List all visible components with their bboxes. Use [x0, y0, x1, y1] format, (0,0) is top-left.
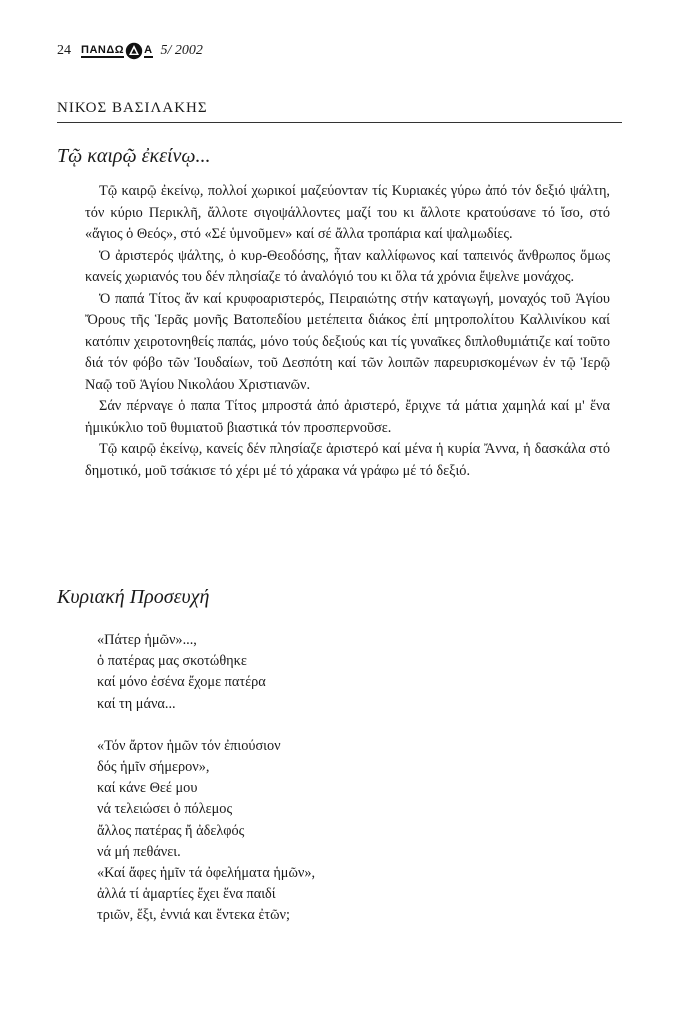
poem — [97, 630, 315, 927]
page-number: 24 — [57, 43, 71, 58]
poem-line: νά μή πεθάνει. — [97, 843, 181, 860]
journal-logo — [81, 42, 153, 60]
journal-name: ΠΑΝΔΩ — [81, 44, 125, 56]
poem-line: «Πάτερ ἡμῶν»..., — [97, 632, 197, 648]
author-name: ΝΙΚΟΣ ΒΑΣΙΛΑΚΗΣ — [57, 100, 208, 116]
paragraph: Ὁ ἀριστερός ψάλτης, ὁ κυρ-Θεοδόσης, ἦταν καλλίφωνος καί ταπεινός ἄνθρωπος ὅμως κανείς χωριανός του δέν πλησίαζε τό ἀναλόγιό του κι ὅλα τά χρόνια ἔψελνε μονάχος. — [85, 247, 610, 285]
section-title-1: Τῷ καιρῷ ἐκείνῳ... — [57, 145, 211, 167]
section-1-prose — [85, 181, 610, 482]
paragraph: Τῷ καιρῷ ἐκείνῳ, κανείς δέν πλησίαζε ἀριστερό καί μένα ἡ κυρία Ἄννα, ἡ δασκάλα στό δημοτικό, μοῦ τσάκισε τό χέρι μέ τό χάρακα νά γράφω μέ τό δεξιό. — [85, 441, 610, 479]
poem-line: «Καί ἄφες ἡμῖν τά ὀφελήματα ἡμῶν», — [97, 865, 316, 882]
poem-line: τριῶν, ἕξι, ἐννιά και ἕντεκα ἐτῶν; — [97, 907, 290, 924]
section-title-2: Κυριακή Προσευχή — [57, 586, 210, 608]
poem-line: ὁ πατέρας μας σκοτώθηκε — [97, 653, 247, 670]
poem-line: «Τόν ἄρτον ἡμῶν τόν ἐπιούσιον — [97, 737, 281, 754]
poem-stanza-2 — [97, 736, 315, 927]
journal-name-suffix: Α — [144, 44, 153, 56]
poem-line: καί μόνο ἐσένα ἔχομε πατέρα — [97, 674, 266, 691]
paragraph: Σάν πέρναγε ὁ παπα Τίτος μπροστά ἀπό ἀριστερό, ἔριχνε τά μάτια χαμηλά καί μ' ἕνα ἡμικύκλιο τοῦ θυμιατοῦ βιαστικά τόν προσπερνοῦσε. — [85, 398, 610, 436]
poem-line: καί τη μάνα... — [97, 695, 176, 712]
poem-line: ἄλλος πατέρας ἤ ἀδελφός — [97, 822, 245, 839]
poem-line: καί κάνε Θεέ μου — [97, 780, 198, 797]
poem-line: ἀλλά τί ἁμαρτίες ἔχει ἕνα παιδί — [97, 886, 276, 903]
poem-line: δός ἡμῖν σήμερον», — [97, 759, 210, 776]
issue-number: 5/ 2002 — [160, 43, 203, 58]
running-header — [57, 42, 203, 60]
header-divider — [57, 122, 622, 123]
poem-stanza-1 — [97, 630, 315, 715]
paragraph: Τῷ καιρῷ ἐκείνῳ, πολλοί χωρικοί μαζεύονταν τίς Κυριακές γύρω ἀπό τόν δεξιό ψάλτη, τόν κύριο Περικλῆ, ἄλλοτε σιγοψάλλοντες μαζί του κι ἄλλοτε κρατούσανε τό ἴσο, στό «ἅγιος ὁ Θεός», στό «Σέ ὑμνοῦμεν» καί σέ ἄλλα τροπάρια καί ψαλμωδίες. — [85, 183, 610, 242]
poem-line: νά τελειώσει ὁ πόλεμος — [97, 801, 233, 818]
journal-emblem-icon — [125, 42, 143, 60]
paragraph: Ὁ παπά Τίτος ἄν καί κρυφοαριστερός, Πειραιώτης στήν καταγωγή, μοναχός τοῦ Ἁγίου Ὄρους τῆς Ἱερᾶς μονῆς Βατοπεδίου μετέπειτα διάκος ἐπί μητροπολίτου Καλλινίκου καί κατόπιν χειροτονηθείς παπάς, μόνο τούς δεξιούς και τίς γυναῖκες διπλοθυμιάτιζε καί τοῦτο διά τόν φόβο τῶν Ἰουδαίων, τοῦ Δεσπότη καί τῶν λοιπῶν παρευρισκομένων ἐν τῷ Ἱερῷ Ναῷ τοῦ Ἁγίου Νικολάου Χριστιανῶν. — [85, 290, 610, 393]
